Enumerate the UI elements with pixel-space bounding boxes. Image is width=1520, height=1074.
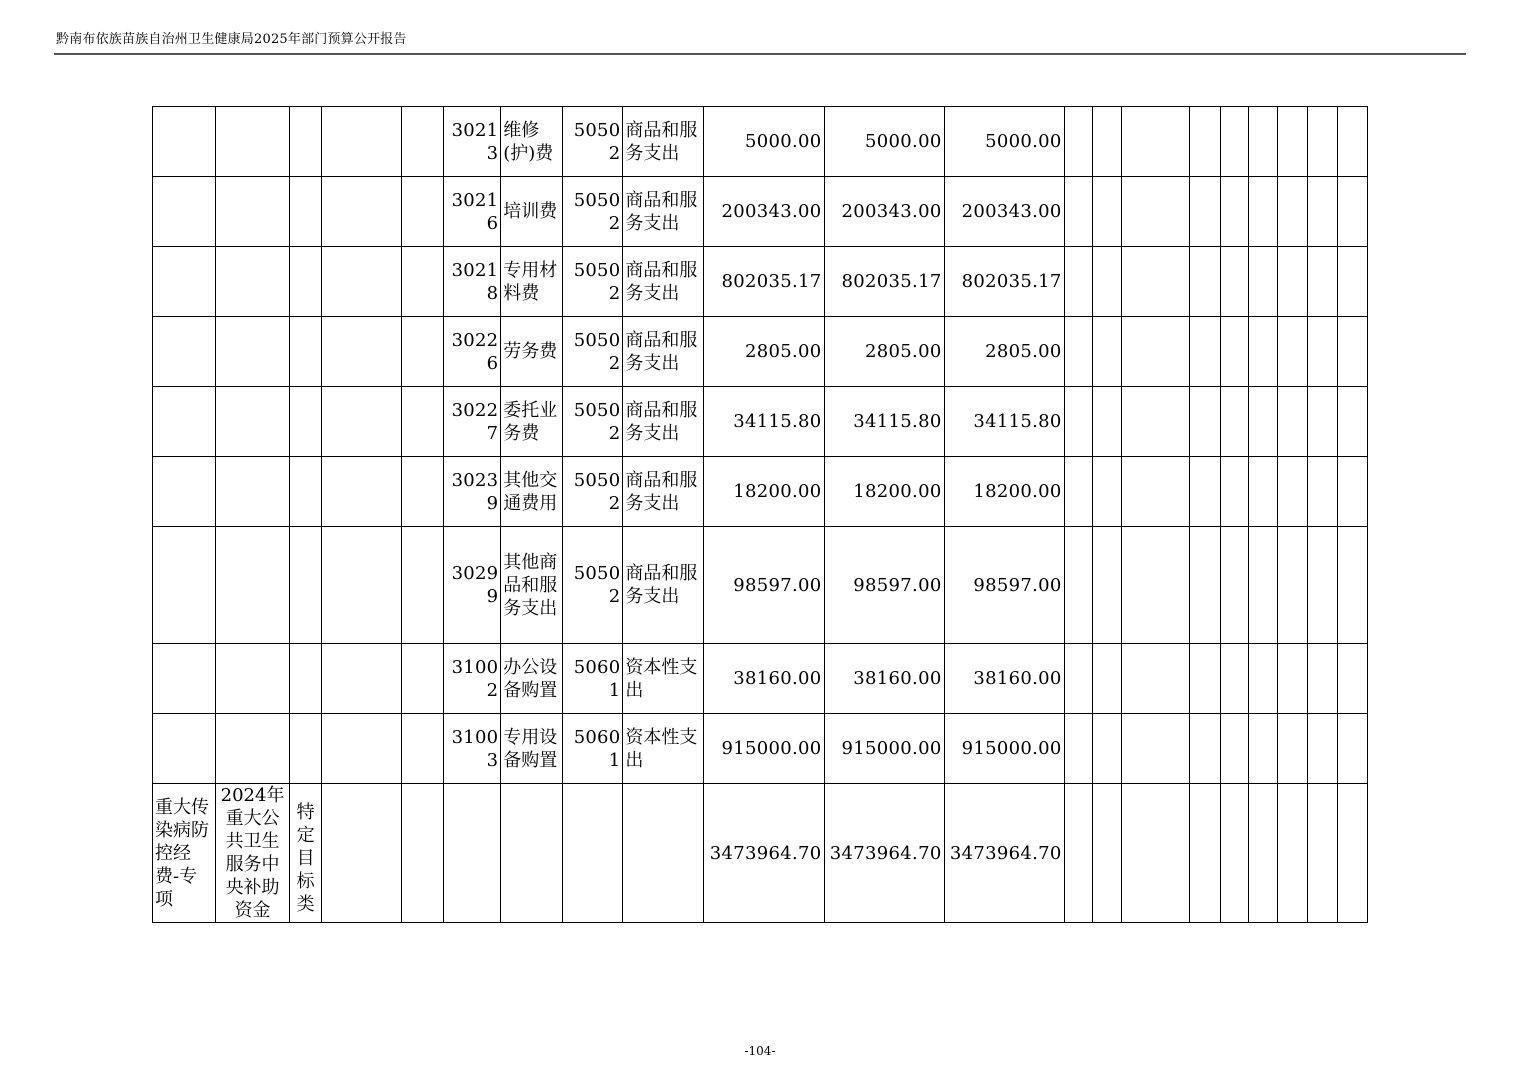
trail-empty-cell	[1337, 714, 1367, 784]
lead-empty-cell	[216, 107, 290, 177]
trail-empty-cell	[1121, 714, 1189, 784]
lead-empty-cell	[290, 387, 322, 457]
trail-empty-cell	[1064, 317, 1092, 387]
econ-code-cell: 30218	[444, 247, 501, 317]
trail-empty-cell	[1277, 387, 1307, 457]
trail-empty-cell	[1121, 177, 1189, 247]
trail-empty-cell	[1307, 644, 1337, 714]
trail-empty-cell	[1064, 527, 1092, 644]
general-amount-cell: 5000.00	[944, 107, 1064, 177]
trail-empty-cell	[1189, 317, 1220, 387]
project-empty-cell	[444, 784, 501, 923]
gov-name-cell: 商品和服务支出	[623, 387, 704, 457]
gov-code-cell: 50502	[563, 527, 623, 644]
trail-empty-cell	[1220, 317, 1248, 387]
trail-empty-cell	[1220, 247, 1248, 317]
total-amount-cell: 5000.00	[704, 107, 824, 177]
lead-empty-cell	[290, 177, 322, 247]
lead-empty-cell	[216, 387, 290, 457]
trail-empty-cell	[1064, 177, 1092, 247]
trail-empty-cell	[1189, 177, 1220, 247]
lead-empty-cell	[216, 714, 290, 784]
econ-code-cell: 30239	[444, 457, 501, 527]
total-amount-cell: 98597.00	[704, 527, 824, 644]
lead-empty-cell	[322, 644, 402, 714]
econ-code-cell: 30227	[444, 387, 501, 457]
gov-name-cell: 商品和服务支出	[623, 107, 704, 177]
trail-empty-cell	[1092, 177, 1121, 247]
trail-empty-cell	[1277, 527, 1307, 644]
project-trail-empty-cell	[1220, 784, 1248, 923]
project-subtotal-amount-cell: 3473964.70	[824, 784, 944, 923]
trail-empty-cell	[1121, 387, 1189, 457]
trail-empty-cell	[1248, 177, 1277, 247]
trail-empty-cell	[1277, 177, 1307, 247]
subtotal-amount-cell: 915000.00	[824, 714, 944, 784]
econ-name-cell: 办公设备购置	[501, 644, 563, 714]
trail-empty-cell	[1092, 714, 1121, 784]
lead-empty-cell	[216, 527, 290, 644]
lead-empty-cell	[322, 107, 402, 177]
econ-code-cell: 30216	[444, 177, 501, 247]
project-empty-cell	[322, 784, 402, 923]
lead-empty-cell	[402, 247, 444, 317]
trail-empty-cell	[1248, 247, 1277, 317]
econ-name-cell: 委托业务费	[501, 387, 563, 457]
report-header-title: 黔南布依族苗族自治州卫生健康局2025年部门预算公开报告	[56, 32, 407, 47]
econ-name-cell: 其他商品和服务支出	[501, 527, 563, 644]
trail-empty-cell	[1064, 457, 1092, 527]
trail-empty-cell	[1189, 247, 1220, 317]
trail-empty-cell	[1220, 177, 1248, 247]
lead-empty-cell	[322, 387, 402, 457]
trail-empty-cell	[1248, 457, 1277, 527]
lead-empty-cell	[216, 644, 290, 714]
econ-name-cell: 劳务费	[501, 317, 563, 387]
gov-name-cell: 商品和服务支出	[623, 457, 704, 527]
trail-empty-cell	[1337, 107, 1367, 177]
trail-empty-cell	[1307, 177, 1337, 247]
econ-code-cell: 30226	[444, 317, 501, 387]
trail-empty-cell	[1064, 714, 1092, 784]
project-trail-empty-cell	[1248, 784, 1277, 923]
table-row	[153, 457, 1368, 527]
general-amount-cell: 98597.00	[944, 527, 1064, 644]
trail-empty-cell	[1189, 107, 1220, 177]
table-row	[153, 177, 1368, 247]
trail-empty-cell	[1121, 527, 1189, 644]
project-general-amount-cell: 3473964.70	[944, 784, 1064, 923]
gov-code-cell: 50502	[563, 107, 623, 177]
table-row	[153, 317, 1368, 387]
lead-empty-cell	[153, 247, 216, 317]
lead-empty-cell	[153, 527, 216, 644]
lead-empty-cell	[402, 457, 444, 527]
lead-empty-cell	[402, 644, 444, 714]
total-amount-cell: 38160.00	[704, 644, 824, 714]
trail-empty-cell	[1337, 247, 1367, 317]
project-empty-cell	[402, 784, 444, 923]
general-amount-cell: 34115.80	[944, 387, 1064, 457]
trail-empty-cell	[1277, 457, 1307, 527]
trail-empty-cell	[1092, 247, 1121, 317]
lead-empty-cell	[402, 387, 444, 457]
lead-empty-cell	[322, 177, 402, 247]
trail-empty-cell	[1064, 644, 1092, 714]
gov-name-cell: 商品和服务支出	[623, 177, 704, 247]
project-empty-cell	[501, 784, 563, 923]
trail-empty-cell	[1189, 527, 1220, 644]
subtotal-amount-cell: 5000.00	[824, 107, 944, 177]
trail-empty-cell	[1220, 457, 1248, 527]
project-empty-cell	[623, 784, 704, 923]
subtotal-amount-cell: 38160.00	[824, 644, 944, 714]
lead-empty-cell	[153, 177, 216, 247]
total-amount-cell: 915000.00	[704, 714, 824, 784]
lead-empty-cell	[153, 317, 216, 387]
econ-name-cell: 其他交通费用	[501, 457, 563, 527]
trail-empty-cell	[1220, 714, 1248, 784]
lead-empty-cell	[290, 527, 322, 644]
lead-empty-cell	[322, 317, 402, 387]
trail-empty-cell	[1307, 247, 1337, 317]
lead-empty-cell	[216, 177, 290, 247]
project-name-cell: 重大传染病防控经费-专项	[153, 784, 216, 923]
general-amount-cell: 2805.00	[944, 317, 1064, 387]
lead-empty-cell	[290, 644, 322, 714]
trail-empty-cell	[1248, 387, 1277, 457]
lead-empty-cell	[322, 527, 402, 644]
subtotal-amount-cell: 34115.80	[824, 387, 944, 457]
trail-empty-cell	[1121, 457, 1189, 527]
total-amount-cell: 802035.17	[704, 247, 824, 317]
lead-empty-cell	[322, 457, 402, 527]
project-trail-empty-cell	[1189, 784, 1220, 923]
lead-empty-cell	[402, 527, 444, 644]
econ-code-cell: 30299	[444, 527, 501, 644]
trail-empty-cell	[1189, 387, 1220, 457]
project-empty-cell	[563, 784, 623, 923]
trail-empty-cell	[1064, 247, 1092, 317]
trail-empty-cell	[1277, 644, 1307, 714]
project-trail-empty-cell	[1121, 784, 1189, 923]
gov-code-cell: 50502	[563, 177, 623, 247]
trail-empty-cell	[1064, 387, 1092, 457]
lead-empty-cell	[290, 317, 322, 387]
trail-empty-cell	[1064, 107, 1092, 177]
project-total-amount-cell: 3473964.70	[704, 784, 824, 923]
gov-name-cell: 商品和服务支出	[623, 527, 704, 644]
econ-name-cell: 专用材料费	[501, 247, 563, 317]
trail-empty-cell	[1092, 457, 1121, 527]
subtotal-amount-cell: 802035.17	[824, 247, 944, 317]
trail-empty-cell	[1337, 644, 1367, 714]
lead-empty-cell	[402, 714, 444, 784]
general-amount-cell: 915000.00	[944, 714, 1064, 784]
trail-empty-cell	[1220, 107, 1248, 177]
project-trail-empty-cell	[1337, 784, 1367, 923]
subtotal-amount-cell: 2805.00	[824, 317, 944, 387]
lead-empty-cell	[402, 317, 444, 387]
trail-empty-cell	[1307, 714, 1337, 784]
trail-empty-cell	[1337, 387, 1367, 457]
gov-code-cell: 50601	[563, 714, 623, 784]
econ-code-cell: 30213	[444, 107, 501, 177]
lead-empty-cell	[153, 714, 216, 784]
table-row	[153, 527, 1368, 644]
lead-empty-cell	[322, 247, 402, 317]
lead-empty-cell	[153, 387, 216, 457]
table-row	[153, 107, 1368, 177]
gov-code-cell: 50502	[563, 317, 623, 387]
gov-name-cell: 商品和服务支出	[623, 247, 704, 317]
page-number: -104-	[744, 1044, 776, 1058]
econ-name-cell: 培训费	[501, 177, 563, 247]
table-row	[153, 644, 1368, 714]
gov-code-cell: 50502	[563, 387, 623, 457]
lead-empty-cell	[290, 457, 322, 527]
general-amount-cell: 18200.00	[944, 457, 1064, 527]
trail-empty-cell	[1307, 107, 1337, 177]
trail-empty-cell	[1248, 714, 1277, 784]
table-row	[153, 387, 1368, 457]
header-divider	[54, 53, 1466, 55]
trail-empty-cell	[1277, 107, 1307, 177]
total-amount-cell: 200343.00	[704, 177, 824, 247]
general-amount-cell: 38160.00	[944, 644, 1064, 714]
general-amount-cell: 802035.17	[944, 247, 1064, 317]
total-amount-cell: 18200.00	[704, 457, 824, 527]
project-trail-empty-cell	[1092, 784, 1121, 923]
trail-empty-cell	[1121, 317, 1189, 387]
trail-empty-cell	[1307, 317, 1337, 387]
trail-empty-cell	[1189, 457, 1220, 527]
total-amount-cell: 34115.80	[704, 387, 824, 457]
trail-empty-cell	[1307, 387, 1337, 457]
lead-empty-cell	[322, 714, 402, 784]
total-amount-cell: 2805.00	[704, 317, 824, 387]
trail-empty-cell	[1307, 457, 1337, 527]
trail-empty-cell	[1092, 387, 1121, 457]
trail-empty-cell	[1277, 714, 1307, 784]
lead-empty-cell	[216, 317, 290, 387]
subtotal-amount-cell: 98597.00	[824, 527, 944, 644]
trail-empty-cell	[1121, 107, 1189, 177]
trail-empty-cell	[1337, 177, 1367, 247]
lead-empty-cell	[153, 644, 216, 714]
table-row	[153, 714, 1368, 784]
trail-empty-cell	[1189, 644, 1220, 714]
project-trail-empty-cell	[1277, 784, 1307, 923]
general-amount-cell: 200343.00	[944, 177, 1064, 247]
lead-empty-cell	[290, 714, 322, 784]
trail-empty-cell	[1248, 644, 1277, 714]
econ-code-cell: 31003	[444, 714, 501, 784]
trail-empty-cell	[1337, 317, 1367, 387]
lead-empty-cell	[402, 177, 444, 247]
trail-empty-cell	[1189, 714, 1220, 784]
trail-empty-cell	[1337, 527, 1367, 644]
budget-table-body	[153, 107, 1368, 923]
econ-code-cell: 31002	[444, 644, 501, 714]
trail-empty-cell	[1248, 107, 1277, 177]
gov-name-cell: 资本性支出	[623, 714, 704, 784]
trail-empty-cell	[1248, 527, 1277, 644]
subtotal-amount-cell: 18200.00	[824, 457, 944, 527]
trail-empty-cell	[1220, 644, 1248, 714]
trail-empty-cell	[1092, 644, 1121, 714]
lead-empty-cell	[216, 247, 290, 317]
project-row	[153, 784, 1368, 923]
trail-empty-cell	[1220, 387, 1248, 457]
gov-name-cell: 资本性支出	[623, 644, 704, 714]
trail-empty-cell	[1121, 247, 1189, 317]
fund-source-cell: 2024年重大公共卫生服务中央补助资金	[216, 784, 290, 923]
econ-name-cell: 维修(护)费	[501, 107, 563, 177]
lead-empty-cell	[216, 457, 290, 527]
lead-empty-cell	[290, 107, 322, 177]
trail-empty-cell	[1121, 644, 1189, 714]
project-trail-empty-cell	[1307, 784, 1337, 923]
trail-empty-cell	[1337, 457, 1367, 527]
budget-table	[152, 106, 1368, 923]
trail-empty-cell	[1248, 317, 1277, 387]
gov-code-cell: 50502	[563, 247, 623, 317]
gov-name-cell: 商品和服务支出	[623, 317, 704, 387]
trail-empty-cell	[1092, 527, 1121, 644]
trail-empty-cell	[1092, 317, 1121, 387]
project-trail-empty-cell	[1064, 784, 1092, 923]
trail-empty-cell	[1307, 527, 1337, 644]
subtotal-amount-cell: 200343.00	[824, 177, 944, 247]
lead-empty-cell	[153, 457, 216, 527]
trail-empty-cell	[1220, 527, 1248, 644]
lead-empty-cell	[402, 107, 444, 177]
lead-empty-cell	[153, 107, 216, 177]
gov-code-cell: 50502	[563, 457, 623, 527]
table-row	[153, 247, 1368, 317]
econ-name-cell: 专用设备购置	[501, 714, 563, 784]
trail-empty-cell	[1277, 317, 1307, 387]
trail-empty-cell	[1277, 247, 1307, 317]
trail-empty-cell	[1092, 107, 1121, 177]
lead-empty-cell	[290, 247, 322, 317]
gov-code-cell: 50601	[563, 644, 623, 714]
project-type-cell: 特定目标类	[290, 784, 322, 923]
